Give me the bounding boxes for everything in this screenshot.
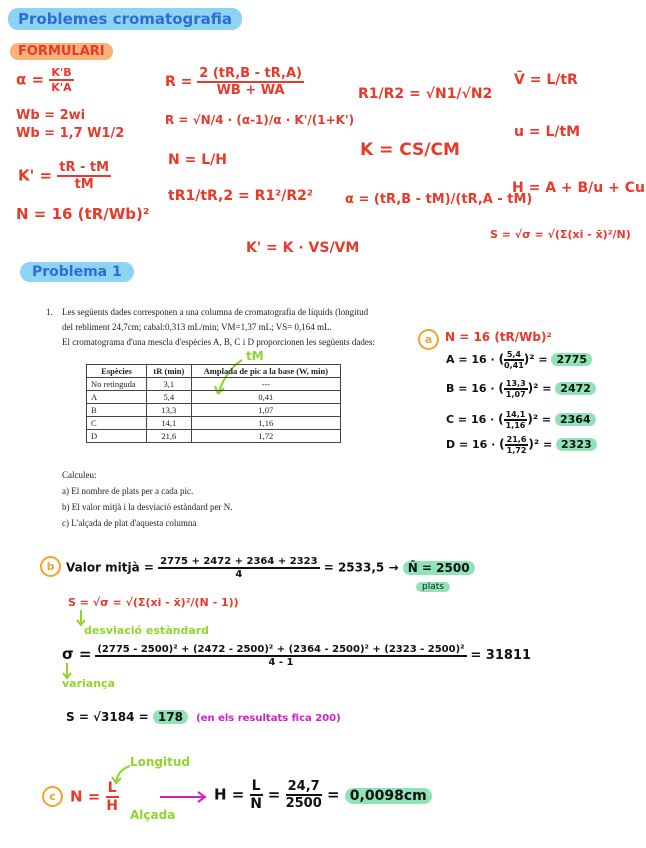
formula-kprime2: K' = K · VS/VM	[246, 240, 360, 256]
formula-kprime: K' = $\frac{tR - tM}{tM}$	[18, 160, 110, 192]
species-table	[86, 364, 341, 443]
problem-text-2: del rebliment 24,7cm; cabal:0,313 mL/min; VM=1,37 mL; VS= 0,164 mL.	[62, 322, 332, 332]
arrow-icon: →	[388, 560, 399, 575]
part-a-label: a	[418, 329, 439, 350]
part-b-variance: σ = (2775 - 2500)² + (2472 - 2500)² + (2364 - 2500)² + (2323 - 2500)² 4 - 1 = 31811	[62, 644, 532, 668]
table-cell: A	[87, 391, 147, 404]
table-row	[87, 391, 341, 404]
formula-r1: R = $\frac{2 (tR,B - tR,A)}{WB + WA}$	[165, 66, 302, 98]
problem-text-1: Les següents dades corresponen a una columna de cromatografia de líquids (longitud	[62, 307, 369, 317]
part-a-row: B = 16 · ( $\frac{13,3}{1,07}$ )² = 2472	[446, 379, 596, 399]
part-a-row: A = 16 · ( $\frac{5,4}{0,41}$ )² = 2775	[446, 350, 592, 370]
formula-h: H = A + B/u + Cu	[512, 180, 645, 196]
table-row	[87, 430, 341, 443]
table-cell: 3,1	[147, 378, 192, 391]
part-b-mean: Valor mitjà = $\frac{2775 + 2472 + 2364 + 2323}{4}$ = 2533,5 → N̄ = 2500	[66, 556, 475, 580]
table-cell: B	[87, 404, 147, 417]
table-cell: C	[87, 417, 147, 430]
table-header: Espècies	[87, 365, 147, 378]
longitud-note: Longitud	[130, 755, 191, 769]
part-c-n: N = $\frac{L}{H}$	[70, 780, 118, 814]
question-c: c) L'alçada de plat d'aquesta columna	[62, 518, 197, 528]
question-a: a) El nombre de plats per a cada pic.	[62, 486, 194, 496]
magenta-arrow	[158, 790, 208, 804]
formula-tr-ratio: tR1/tR,2 = R1²/R2²	[168, 188, 314, 204]
variance-note: variança	[62, 677, 115, 690]
part-a-row: D = 16 · ( $\frac{21,6}{1,72}$ )² = 2323	[446, 435, 597, 455]
page-title: Problemes cromatografia	[8, 8, 242, 30]
formulari-label: FORMULARI	[10, 43, 113, 60]
formula-r2: R = √N/4 · (α-1)/α · K'/(1+K')	[165, 113, 355, 127]
table-cell: 0,41	[191, 391, 340, 404]
formula-u: u = L/tM	[514, 124, 581, 140]
part-b-label: b	[40, 556, 61, 577]
table-cell: 21,6	[147, 430, 192, 443]
part-c-label: c	[42, 786, 63, 807]
table-header: Amplada de pic a la base (W, min)	[191, 365, 340, 378]
formula-r-ratio: R1/R2 = √N1/√N2	[358, 86, 493, 102]
table-cell: 1,72	[191, 430, 340, 443]
problem-text-3: El cromatograma d'una mescla d'espècies A, B, C i D proporcionen les següents dades:	[62, 337, 375, 347]
table-cell: D	[87, 430, 147, 443]
table-cell: 14,1	[147, 417, 192, 430]
formula-s: S = √σ = √(Σ(xi - x̄)²/N)	[490, 228, 631, 241]
part-b-s-formula: S = √σ = √(Σ(xi - x̄)²/(N - 1))	[68, 596, 239, 609]
problem-number: 1.	[46, 307, 53, 317]
table-row	[87, 378, 341, 391]
table-header: tR (min)	[147, 365, 192, 378]
alcada-note: Alçada	[130, 808, 176, 822]
formula-alpha: α = $\frac{K'B}{K'A}$	[16, 66, 72, 94]
part-b-s-calc: S = √3184 = 178 (en els resultats fica 200)	[66, 710, 341, 724]
table-cell: 5,4	[147, 391, 192, 404]
formula-wb1: Wb = 2wi	[16, 108, 86, 123]
part-a-formula: N = 16 (tR/Wb)²	[445, 330, 552, 344]
table-cell: 13,3	[147, 404, 192, 417]
formula-n-wb: N = 16 (tR/Wb)²	[16, 205, 150, 223]
part-a-row: C = 16 · ( $\frac{14,1}{1,16}$ )² = 2364	[446, 410, 596, 430]
desv-note: desviació estàndard	[84, 624, 210, 637]
problem-label: Problema 1	[20, 262, 134, 282]
table-cell: ---	[191, 378, 340, 391]
table-cell: No retinguda	[87, 378, 147, 391]
table-row	[87, 417, 341, 430]
tm-note: tM	[246, 349, 264, 363]
plats-label: plats	[416, 582, 450, 592]
table-header-row	[87, 365, 341, 378]
table-cell: 1,07	[191, 404, 340, 417]
formula-k-cs: K = CS/CM	[360, 140, 460, 160]
formula-alpha2: α = (tR,B - tM)/(tR,A - tM)	[345, 192, 533, 207]
question-b: b) El valor mitjà i la desviació estàndard per N.	[62, 502, 233, 512]
formula-vbar: V̄ = L/tR	[514, 72, 578, 88]
calculeu-label: Calculeu:	[62, 470, 97, 480]
table-cell: 1,16	[191, 417, 340, 430]
formula-n-lh: N = L/H	[168, 152, 227, 168]
formula-wb2: Wb = 1,7 W1/2	[16, 126, 125, 141]
table-row	[87, 404, 341, 417]
part-c-h: H = $\frac{L}{N}$ = $\frac{24,7}{2500}$ = 0,0098cm	[214, 778, 432, 812]
